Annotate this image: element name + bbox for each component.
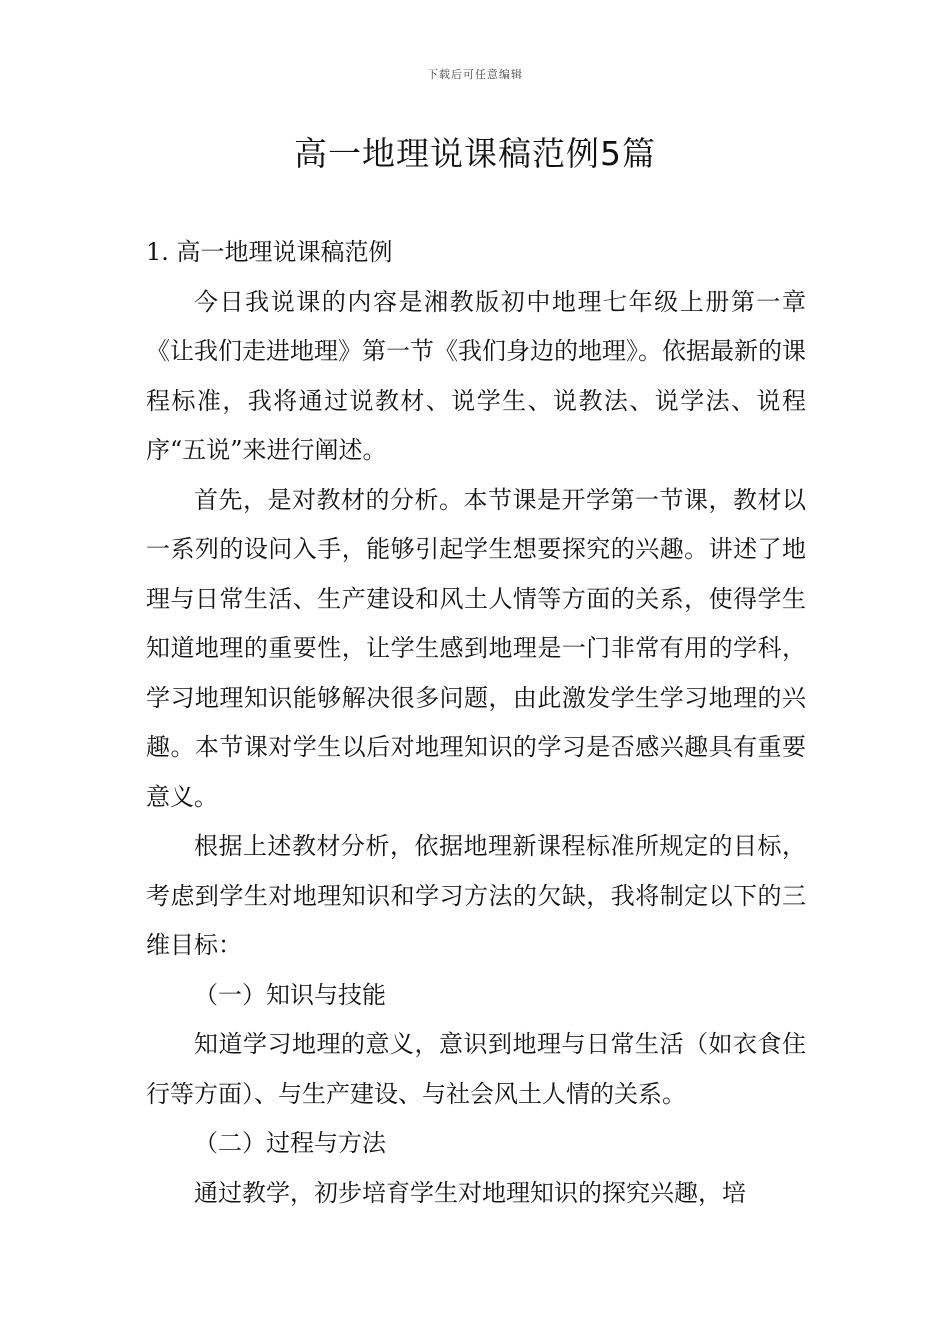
paragraph-intro: 今日我说课的内容是湘教版初中地理七年级上册第一章《让我们走进地理》第一节《我们身边的地理》。依据最新的课程标准，我将通过说教材、说学生、说教法、说学法、说程序“五说”来进行阐述。 (146, 287, 806, 464)
goal-2-text: 通过教学，初步培育学生对地理知识的探究兴趣，培 (194, 1178, 746, 1207)
paragraph-goals-intro: 根据上述教材分析，依据地理新课程标准所规定的目标，考虑到学生对地理知识和学习方法的欠缺，我将制定以下的三维目标： (146, 832, 806, 959)
document-body (146, 228, 806, 1218)
paragraph-textbook-analysis: 首先，是对教材的分析。本节课是开学第一节课，教材以一系列的设问入手，能够引起学生想要探究的兴趣。讲述了地理与日常生活、生产建设和风土人情等方面的关系，使得学生知道地理的重要性，让学生感到地理是一门非常有用的学科，学习地理知识能够解决很多问题，由此激发学生学习地理的兴趣。本节课对学生以后对地理知识的学习是否感兴趣具有重要意义。 (146, 485, 806, 811)
goal-1-heading: （一）知识与技能 (194, 980, 386, 1009)
goal-2-heading: （二）过程与方法 (194, 1129, 386, 1157)
goal-1-text: 知道学习地理的意义，意识到地理与日常生活（如衣食住行等方面）、与生产建设、与社会风土人情的关系。 (146, 1030, 806, 1108)
header-note: 下载后可任意编辑 (427, 68, 523, 81)
section-heading: 1. 高一地理说课稿范例 (146, 238, 393, 266)
document-title: 高一地理说课稿范例5篇 (294, 134, 656, 173)
